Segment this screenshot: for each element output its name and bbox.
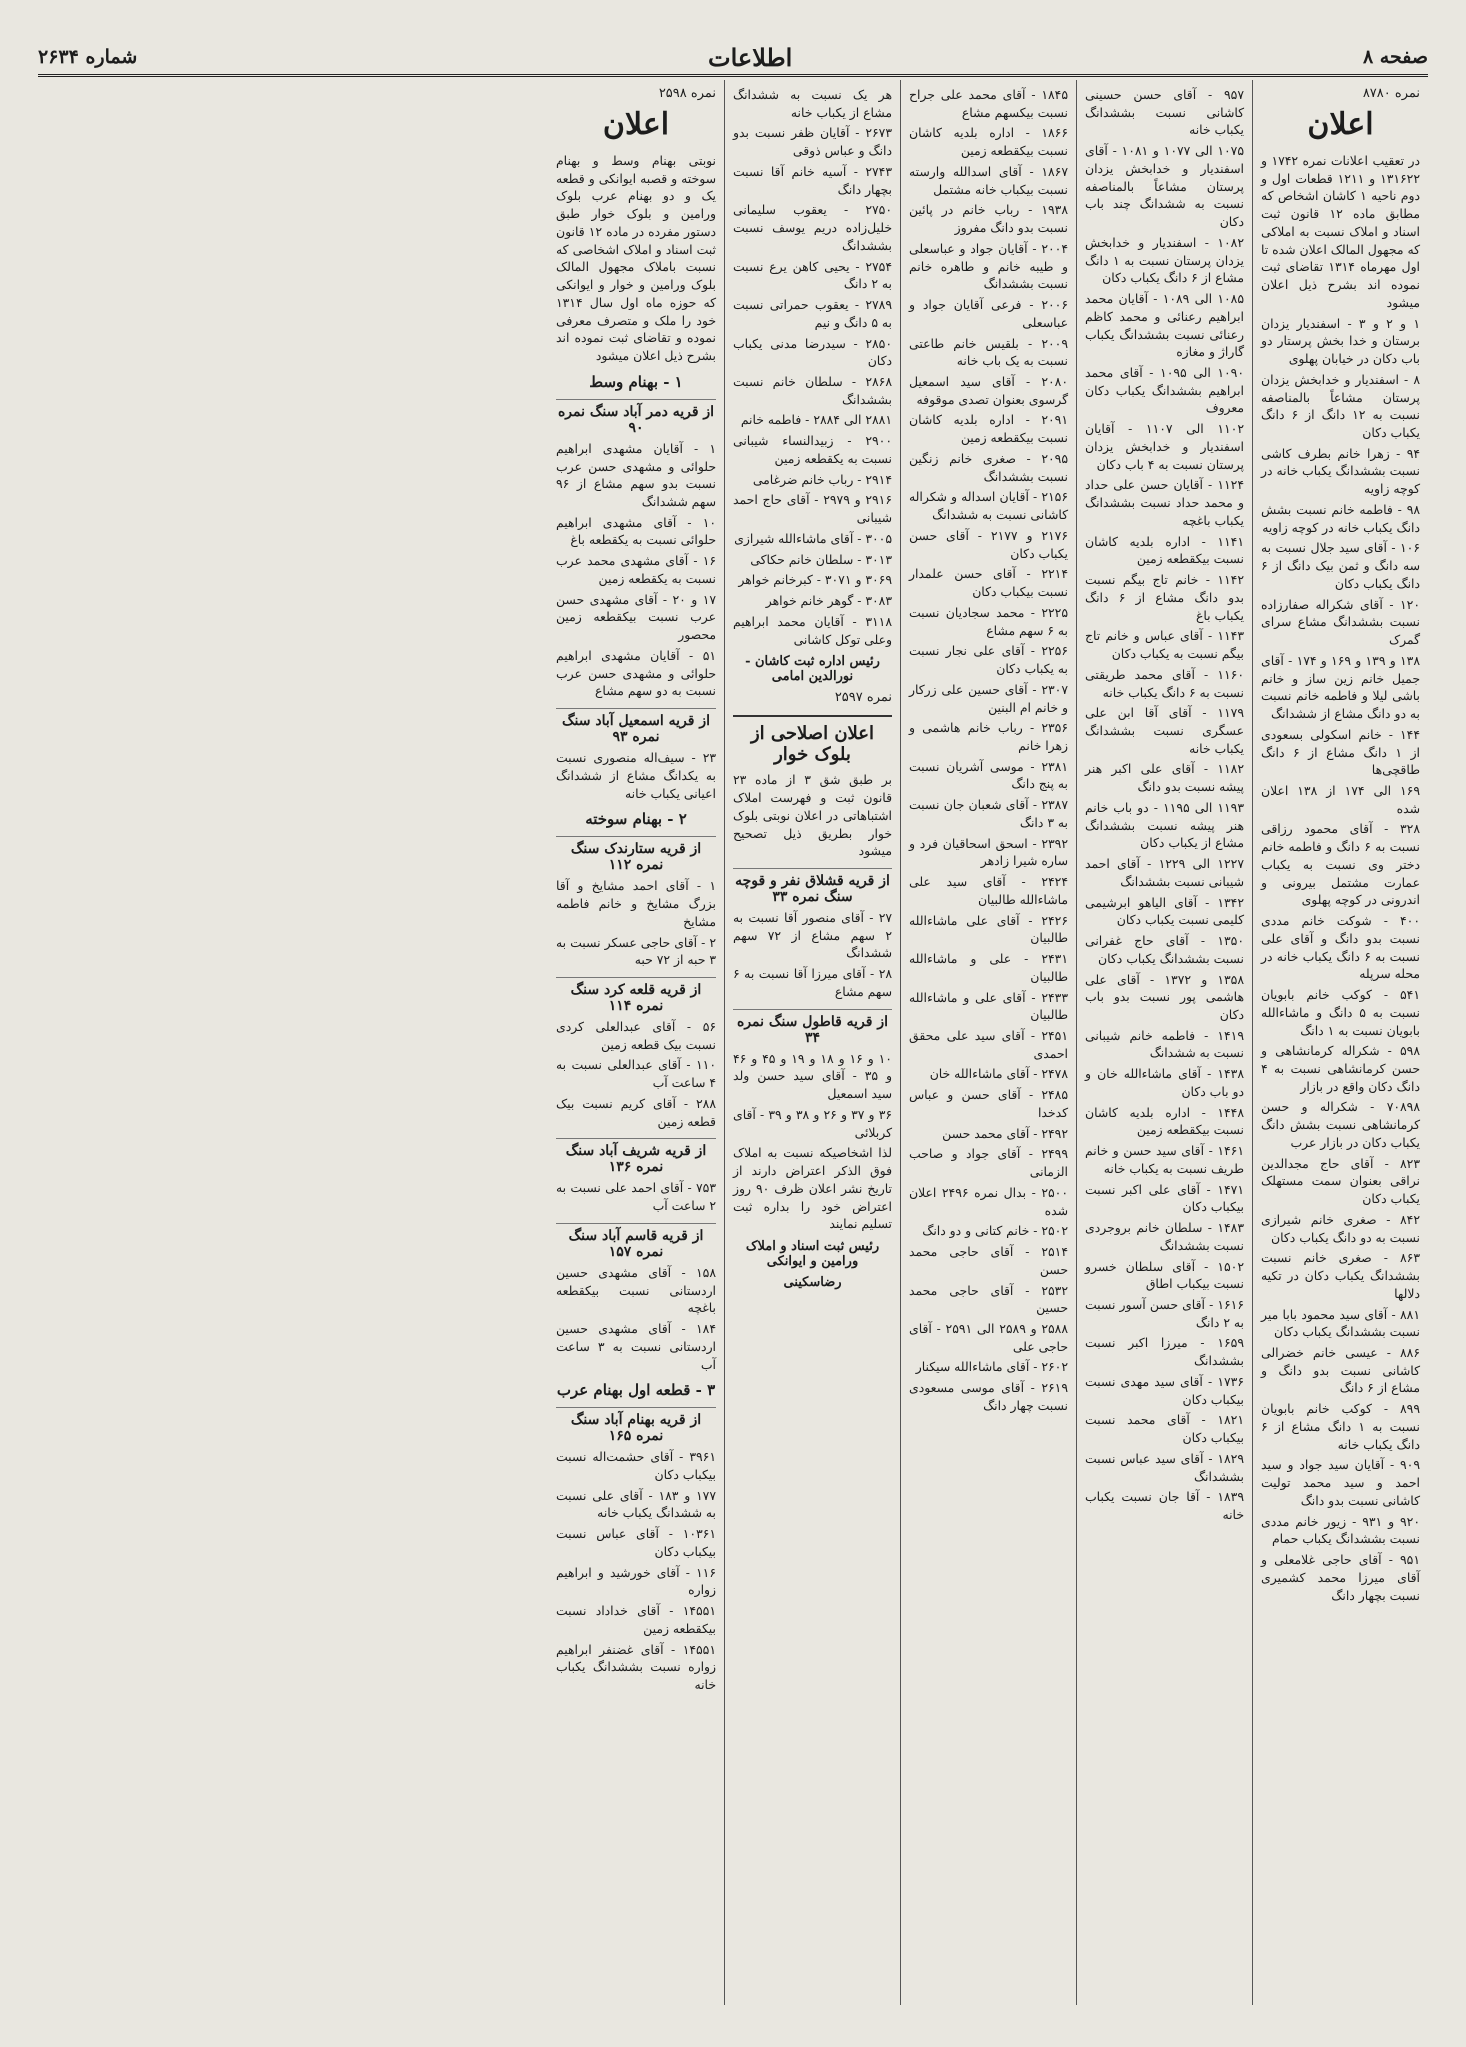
registration-entry: ۵۱ - آقایان مشهدی ابراهیم حلوائی و مشهدی حسن عرب نسبت به دو سهم مشاع <box>556 647 716 699</box>
registration-entry: ۲۷۴۳ - آسیه خانم آقا نسبت بچهار دانگ <box>733 163 892 197</box>
registration-entry: ۷۵۳ - آقای احمد علی نسبت به ۲ ساعت آب <box>556 1180 716 1214</box>
village-title: از قریه قلعه کرد سنگ نمره ۱۱۴ <box>556 977 716 1014</box>
registration-entry: ۱۱۹۳ الی ۱۱۹۵ - دو باب خانم هنر پیشه نسبت بششدانگ مشاع از یکباب دکان <box>1085 799 1244 851</box>
section-title: ۲ - بهنام سوخته <box>585 810 687 829</box>
correction-notice-text: بر طبق شق ۳ از ماده ۲۳ قانون ثبت و فهرست املاک اشتباهاتی در اعلان نوبتی بلوک خوار بطریق ذیل تصحیح میشود <box>733 772 892 859</box>
registration-entry: ۳۹۶۱ - آقای حشمت‌اله نسبت بیکباب دکان <box>556 1449 716 1482</box>
registration-entry: ۲۵۱۴ - آقای حاجی محمد حسن <box>909 1244 1068 1277</box>
registration-entry: ۲۳۹۲ - اسحق اسحاقیان فرد و ساره شیرا زادهر <box>909 835 1068 869</box>
newspaper-title: اطلاعات <box>707 42 793 72</box>
notice-header <box>733 690 892 705</box>
registration-entry: ۱۸۳۹ - آقا جان نسبت یکباب خانه <box>1085 1489 1244 1523</box>
registration-entry: ۱۳۴۲ - آقای الیاهو ابرشیمی کلیمی نسبت یکباب دکان <box>1085 894 1244 928</box>
registration-entry: ۸۲۳ - آقای حاج مجدالدین نراقی بعنوان سمت مستهلک یکباب دکان <box>1261 1155 1420 1207</box>
registration-entry: هر یک نسبت به ششدانگ مشاع از یکباب خانه <box>733 87 892 120</box>
registration-entry: ۲۲۲۵ - محمد سجادیان نسبت به ۶ سهم مشاع <box>909 604 1068 638</box>
registration-entry: ۲۱۵۶ - آقایان اسداله و شکراله کاشانی نسبت به ششدانگ <box>909 489 1068 523</box>
registration-entry: ۵۹۸ - شکراله کرمانشاهی و حسن کرمانشاهی نسبت به ۴ دانگ دکان واقع در بازار <box>1261 1043 1420 1094</box>
registration-entry: ۳۰۶۹ و ۳۰۷۱ - کبرخانم خواهر <box>738 572 892 588</box>
registration-entry: ۱۱۴۱ - اداره بلدیه کاشان نسبت بیکقطعه زمین <box>1085 533 1244 567</box>
registration-entry: ۱۴۴ - خانم اسکولی بسعودی از ۱ دانگ مشاع از ۶ دانگ طاقچی‌ها <box>1261 726 1420 778</box>
notice-entries <box>556 1179 716 1214</box>
registration-entry: ۵۶ - آقای عبدالعلی کردی نسبت بیک قطعه زمین <box>556 1018 716 1052</box>
signature: رئیس اداره ثبت کاشان - نورالدین امامی <box>745 654 880 685</box>
notice-entries <box>1261 152 1420 1604</box>
registration-entry: ۲۷۸۹ - یعقوب حمراتی نسبت به ۵ دانگ و نیم <box>733 297 892 330</box>
correction-notice-title: اعلان اصلاحی از بلوک خوار <box>733 715 892 765</box>
registration-entry: ۲۵۳۲ - آقای حاجی محمد حسین <box>909 1282 1068 1316</box>
registration-entry: ۲۰۰۹ - بلقیس خانم طاعتی نسبت به یک باب خانه <box>909 335 1068 369</box>
registration-entry: ۲۴۹۲ - آقای محمد حسن <box>942 1125 1068 1141</box>
registration-entry: ۳۰۰۵ - آقای ماشاءالله شیرازی <box>734 530 892 546</box>
notice-number: نمره ۸۷۸۰ <box>1362 86 1420 101</box>
registration-entry: ۲۰۰۶ - فرعی آقایان جواد و عباسعلی <box>909 297 1068 330</box>
village-title: از قریه قشلاق نفر و قوچه سنگ نمره ۳۳ <box>733 868 892 905</box>
notice-number: نمره ۲۵۹۸ <box>658 86 716 101</box>
village-title: از قریه دمر آباد سنگ نمره ۹۰ <box>556 399 716 436</box>
columns <box>38 80 1428 2005</box>
registration-entry: ۲۳ - سیف‌اله منصوری نسبت به یکدانگ مشاع از ششدانگ اعیانی یکباب خانه <box>556 750 716 801</box>
registration-entry: ۱۱۰۲ الی ۱۱۰۷ - آقایان اسفندیار و خدابخش یزدان پرستان نسبت به ۴ باب دکان <box>1085 421 1244 472</box>
registration-entry: ۲۴۸۵ - آقای حسن و عباس کدخدا <box>909 1087 1068 1120</box>
registration-entry: ۲۵۰۲ - خانم کتانی و دو دانگ <box>922 1223 1068 1239</box>
registration-entry: ۱ و ۲ و ۳ - اسفندیار یزدان برستان و خدا بخش پرستار دو باب دکان در خیابان پهلوی <box>1261 315 1420 367</box>
registration-entry: ۲۳۸۷ - آقای شعبان جان نسبت به ۳ دانگ <box>909 797 1068 830</box>
registration-entry: ۲۳۸۱ - موسی آشریان نسبت به پنج دانگ <box>909 758 1068 792</box>
registration-entry: ۱۱۲۴ - آقایان حسن علی حداد و محمد حداد نسبت بششدانگ یکباب باغچه <box>1085 477 1244 528</box>
registration-entry: ۲۵۸۸ و ۲۵۸۹ الی ۲۵۹۱ - آقای حاجی علی <box>909 1321 1068 1354</box>
page-number: صفحه ۸ <box>1362 46 1428 68</box>
page-header <box>38 40 1428 77</box>
registration-entry: ۲۸۸ - آقای کریم نسبت بیک قطعه زمین <box>556 1095 716 1129</box>
registration-entry: ۱۹۳۸ - رباب خانم در پائین نسبت بدو دانگ مفروز <box>909 202 1068 236</box>
registration-entry: ۴۰۰ - شوکت خانم مددی نسبت بدو دانگ و آقای علی نسبت به ۶ دانگ یکباب خانه در محله سرپله <box>1261 913 1420 982</box>
registration-entry: ۲۴۷۸ - آقای ماشاءالله خان <box>929 1066 1068 1082</box>
notice-entries <box>556 749 716 802</box>
registration-entry: ۸۸۱ - آقای سید محمود بابا میر نسبت بششدانگ یکباب دکان <box>1261 1306 1420 1340</box>
registration-entry: ۱۴۳۸ - آقای ماشاءالله خان و دو باب دکان <box>1085 1066 1244 1099</box>
registration-entry: ۲۶۰۲ - آقای ماشاءالله سیکنار <box>915 1359 1068 1375</box>
registration-entry: ۱۸۶۷ - آقای اسدالله وارسته نسبت بیکباب خانه مشتمل <box>909 163 1068 197</box>
registration-entry: ۹۰۹ - آقایان سید جواد و سید احمد و سید محمد تولیت کاشانی نسبت بدو دانگ <box>1261 1457 1420 1508</box>
registration-entry: ۲۳۰۷ - آقای حسین علی زرکار و خانم ام البنین <box>909 681 1068 715</box>
registration-entry: ۱۴۱۹ - فاطمه خانم شیبانی نسبت به ششدانگ <box>1085 1027 1244 1061</box>
registration-entry: ۲۹۰۰ - زبیدالنساء شیبانی نسبت به یکقطعه زمین <box>733 433 892 466</box>
notice-header <box>556 86 716 101</box>
notice-entries <box>556 1448 716 1694</box>
registration-entry: ۲۱۷۶ و ۲۱۷۷ - آقای حسن یکباب دکان <box>909 527 1068 561</box>
registration-entry: ۹۵۷ - آقای حسن حسینی کاشانی نسبت بششدانگ یکباب خانه <box>1085 87 1244 138</box>
registration-entry: ۱۰۳۶۱ - آقای عباس نسبت بیکباب دکان <box>556 1526 716 1559</box>
registration-entry: ۱۱۰ - آقای عبدالعلی نسبت به ۴ ساعت آب <box>556 1057 716 1091</box>
registration-entry: ۲۳۵۶ - رباب خانم هاشمی و زهرا خانم <box>909 720 1068 753</box>
registration-entry: لذا اشخاصیکه نسبت به املاک فوق الذکر اعتراض دارند از تاریخ نشر اعلان ظرف ۹۰ روز اعتراض خود را بداره ثبت تسلیم نمایند <box>733 1145 893 1232</box>
registration-entry: ۹۸ - فاطمه خانم نسبت بشش دانگ یکباب خانه در کوچه زاویه <box>1261 501 1420 535</box>
issue-number: شماره ۲۶۳۴ <box>38 46 138 68</box>
registration-entry: ۲۴۵۱ - آقای سید علی محقق احمدی <box>909 1027 1068 1061</box>
registration-entry: ۱۰۷۵ الی ۱۰۷۷ و ۱۰۸۱ - آقای اسفندیار و خدابخش یزدان پرستان مشاعاً بالمناصفه نسبت به ششدانگ چند باب دکان <box>1085 143 1244 230</box>
registration-entry: ۲۶۱۹ - آقای موسی مسعودی نسبت چهار دانگ <box>909 1380 1068 1413</box>
registration-entry: ۱۲۲۷ الی ۱۲۲۹ - آقای احمد شیبانی نسبت بششدانگ <box>1085 856 1244 889</box>
registration-entry: ۲۲۱۴ - آقای حسن علمدار نسبت بیکباب دکان <box>909 566 1068 600</box>
registration-entry: ۹۲۰ و ۹۳۱ - زیور خانم مددی نسبت بششدانگ یکباب حمام <box>1261 1513 1420 1547</box>
notice-header <box>1261 86 1420 101</box>
registration-entry: ۱۰ و ۱۶ و ۱۸ و ۱۹ و ۴۵ و ۴۶ و ۳۵ - آقای سید حسن ولد سید اسمعیل <box>733 1050 892 1102</box>
notice-entries <box>733 909 892 1001</box>
registration-entry: ۲۸۶۸ - سلطان خانم نسبت بششدانگ <box>733 374 892 407</box>
village-title: از قریه شریف آباد سنگ نمره ۱۳۶ <box>556 1138 716 1175</box>
registration-entry: ۱۵۰۲ - آقای سلطان خسرو نسبت بیکباب اطاق <box>1085 1258 1244 1292</box>
registration-entry: ۱۱۴۳ - آقای عباس و خانم تاج بیگم نسبت به یکباب دکان <box>1085 628 1244 662</box>
registration-entry: ۲۸۸۱ الی ۲۸۸۴ - فاطمه خانم <box>740 412 892 428</box>
village-title: از قریه قاسم آباد سنگ نمره ۱۵۷ <box>556 1223 716 1260</box>
notice-entries <box>1085 86 1244 1524</box>
notice-title: اعلان <box>602 107 670 142</box>
registration-entry: ۲۷۵۴ - یحیی کاهن یرع نسبت به ۲ دانگ <box>733 258 892 292</box>
registration-entry: ۱ - آقایان مشهدی ابراهیم حلوائی و مشهدی حسن عرب نسبت بدو سهم مشاع از ۹۶ سهم ششدانگ <box>556 440 716 510</box>
registration-entry: ۱۰۹۰ الی ۱۰۹۵ - آقای محمد ابراهیم بششدانگ یکباب دکان معروف <box>1085 365 1244 416</box>
registration-entry: ۳۰۸۳ - گوهر خانم خواهر <box>765 593 892 609</box>
registration-entry: ۱۸۴۵ - آقای محمد علی جراح نسبت بیکسهم مشاع <box>909 87 1068 120</box>
registration-entry: ۹۵۱ - آقای حاجی غلامعلی و آقای میرزا محمد کشمیری نسبت بچهار دانگ <box>1261 1552 1420 1603</box>
registration-entry: ۲۶۷۳ - آقایان ظفر نسبت بدو دانگ و عباس ذوقی <box>733 125 892 159</box>
registration-entry: ۱۶ - آقای مشهدی محمد عرب نسبت به یکقطعه زمین <box>556 553 716 586</box>
registration-entry: ۲۴۳۳ - آقای علی و ماشاءالله طالبیان <box>909 989 1068 1023</box>
signature-name: رضاسکینی <box>783 1274 842 1290</box>
registration-entry: ۸۸۶ - عیسی خانم خضرالی کاشانی نسبت بدو دانگ و مشاع از ۶ دانگ <box>1261 1345 1420 1396</box>
notice-entries <box>556 877 716 969</box>
registration-entry: ۷۰۸۹۸ - شکراله و حسن کرمانشاهی نسبت بشش دانگ یکباب دکان در بازار عرب <box>1261 1099 1420 1150</box>
registration-entry: ۲۴۲۶ - آقای علی ماشاءالله طالبیان <box>909 912 1068 946</box>
registration-entry: ۸۴۲ - صغری خانم شیرازی نسبت به دو دانگ یکباب دکان <box>1261 1211 1420 1245</box>
registration-entry: ۲۸ - آقای میرزا آقا نسبت به ۶ سهم مشاع <box>733 966 892 999</box>
registration-entry: در تعقیب اعلانات نمره ۱۷۴۲ و ۱۳۱۶۲۲ و ۱۲۱۱ قطعات اول و دوم ناحیه ۱ کاشان اشخاص که مطابق ماده ۱۲ قانون ثبت اسناد و املاک نسبت به املاکی که مجهول المالک اعلان شده تا اول مهرماه ۱۳۱۴ تقاضای ثبت نموده اند بشرح ذیل اعلان میشود <box>1261 153 1420 310</box>
registration-entry: ۱۴۶۱ - آقای سید حسن و خانم طریف نسبت به یکباب خانه <box>1085 1143 1244 1176</box>
registration-entry: ۲۹۱۶ و ۲۹۷۹ - آقای حاج احمد شیبانی <box>733 492 892 526</box>
village-title: از قریه ستارندک سنگ نمره ۱۱۲ <box>556 836 716 873</box>
notice-entries <box>556 152 716 365</box>
registration-entry: ۱۳۸ و ۱۳۹ و ۱۶۹ و ۱۷۴ - آقای جمیل خانم زین ساز و خانم باشی لیلا و فاطمه خانم نسبت به دو دانگ مشاع از ششدانگ <box>1261 652 1420 722</box>
column-3 <box>900 80 1076 2005</box>
notice-title: اعلان <box>1307 107 1374 142</box>
registration-entry: ۲۰۹۵ - صغری خانم زنگین نسبت بششدانگ <box>909 450 1068 484</box>
notice-entries <box>909 86 1068 1415</box>
registration-entry: ۲۲۵۶ - آقای علی نجار نسبت به یکباب دکان <box>909 643 1068 677</box>
registration-entry: ۱۳۵۸ و ۱۳۷۲ - آقای علی هاشمی پور نسبت بدو باب دکان <box>1085 971 1244 1022</box>
registration-entry: ۱۶۵۹ - میرزا اکبر نسبت بششدانگ <box>1085 1335 1244 1369</box>
registration-entry: ۲۴۲۴ - آقای سید علی ماشاءالله طالبیان <box>909 874 1068 907</box>
registration-entry: ۱۸۴ - آقای مشهدی حسین اردستانی نسبت به ۳ ساعت آب <box>556 1321 716 1372</box>
notice-entries <box>556 440 716 700</box>
registration-entry: ۱ - آقای احمد مشایخ و آقا بزرگ مشایخ و خانم فاطمه مشایخ <box>556 878 716 929</box>
registration-entry: ۲۰۸۰ - آقای سید اسمعیل گرسوی بعنوان تصدی موقوفه <box>909 374 1068 407</box>
registration-entry: ۱۰۶ - آقای سید جلال نسبت به سه دانگ و ثمن بیک دانگ از ۶ دانگ یکباب دکان <box>1261 540 1420 591</box>
registration-entry: ۱۸۲۱ - آقای محمد نسبت بیکباب دکان <box>1085 1412 1244 1446</box>
registration-entry: ۱۴۵۵۱ - آقای خداداد نسبت بیکقطعه زمین <box>556 1603 716 1636</box>
registration-entry: ۳۰۱۳ - سلطان خانم حکاکی <box>750 551 892 567</box>
registration-entry: ۲۵۰۰ - بدال نمره ۲۴۹۶ اعلان شده <box>909 1184 1068 1218</box>
registration-entry: ۱۱۷۹ - آقای آقا ابن علی عسگری نسبت بششدانگ یکباب خانه <box>1085 705 1244 756</box>
registration-entry: ۲۷ - آقای منصور آقا نسبت به ۲ سهم مشاع از ۷۲ سهم ششدانگ <box>733 909 893 961</box>
column-2 <box>1076 80 1252 2005</box>
village-title: از قریه بهنام آباد سنگ نمره ۱۶۵ <box>556 1407 716 1444</box>
column-1 <box>1252 80 1428 2005</box>
registration-entry: ۱۰۸۵ الی ۱۰۸۹ - آقایان محمد ابراهیم رعنائی و محمد کاظم رعنائی نسبت بششدانگ یکباب گاراژ و مغازه <box>1085 291 1244 360</box>
registration-entry: ۲۸۵۰ - سیدرضا مدنی یکباب دکان <box>733 335 892 369</box>
registration-entry: ۱۷ و ۲۰ - آقای مشهدی حسن عرب نسبت بیکقطعه زمین محصور <box>556 591 716 643</box>
registration-entry: ۱۴۴۸ - اداره بلدیه کاشان نسبت بیکقطعه زمین <box>1085 1104 1244 1138</box>
registration-entry: ۱۷۷ و ۱۸۳ - آقای علی نسبت به ششدانگ یکباب خانه <box>556 1487 716 1521</box>
registration-entry: ۱۴۸۳ - سلطان خانم بروجردی نسبت بششدانگ <box>1085 1220 1244 1253</box>
registration-entry: ۱۰ - آقای مشهدی ابراهیم حلوائی نسبت به یکقطعه باغ <box>556 514 716 548</box>
registration-entry: ۱۸۶۶ - اداره بلدیه کاشان نسبت بیکقطعه زمین <box>909 125 1068 159</box>
registration-entry: ۱۱۴۲ - خانم تاج بیگم نسبت بدو دانگ مشاع از ۶ دانگ یکباب باغ <box>1085 572 1245 623</box>
notice-number: نمره ۲۵۹۷ <box>834 690 892 706</box>
registration-entry: ۱۴۷۱ - آقای علی اکبر نسبت بیکباب دکان <box>1085 1181 1244 1215</box>
registration-entry: ۲۷۵۰ - یعقوب سلیمانی خلیل‌زاده دریم یوسف نسبت بششدانگ <box>733 202 892 253</box>
column-4 <box>724 80 900 2005</box>
registration-entry: ۲۰۹۱ - اداره بلدیه کاشان نسبت بیکقطعه زمین <box>909 412 1068 446</box>
registration-entry: ۱۵۸ - آقای مشهدی حسین اردستانی نسبت بیکقطعه باغچه <box>556 1264 716 1316</box>
registration-entry: ۸ - اسفندیار و خدابخش یزدان پرستان مشاعاً بالمناصفه نسبت به ۱۲ دانگ از ۶ دانگ یکباب دکان <box>1261 371 1420 441</box>
registration-entry: ۵۴۱ - کوکب خانم بابویان نسبت به ۵ دانگ و ماشاءالله بابویان نسبت به ۱ دانگ <box>1261 987 1420 1038</box>
registration-entry: ۲۰۰۴ - آقایان جواد و عباسعلی و طیبه خانم و طاهره خانم نسبت بششدانگ <box>909 240 1068 292</box>
registration-entry: ۱۶۹ الی ۱۷۴ از ۱۳۸ اعلان شده <box>1261 782 1420 816</box>
notice-entries <box>556 1264 716 1373</box>
registration-entry: ۱۸۲۹ - آقای سید عباس نسبت بششدانگ <box>1085 1450 1244 1484</box>
registration-entry: ۱۱۶۰ - آقای محمد طریقتی نسبت به ۶ دانگ یکباب خانه <box>1085 666 1244 700</box>
village-title: از قریه قاطول سنگ نمره ۳۴ <box>733 1009 892 1046</box>
registration-entry: ۳۲۸ - آقای محمود رزاقی نسبت به ۶ دانگ و فاطمه خانم دختر وی نسبت به یکباب عمارت مشتمل بیرونی و اندرونی در کوچه پهلوی <box>1261 821 1420 908</box>
registration-entry: ۱۶۱۶ - آقای حسن آسور نسبت به ۲ دانگ <box>1085 1297 1244 1330</box>
registration-entry: ۱۷۳۶ - آقای سید مهدی نسبت بیکباب دکان <box>1085 1373 1244 1407</box>
registration-entry: ۳۱۱۸ - آقایان محمد ابراهیم وعلی توکل کاشانی <box>733 613 892 647</box>
registration-entry: ۱۱۸۲ - آقای علی اکبر هنر پیشه نسبت بدو دانگ <box>1085 761 1244 795</box>
registration-entry: ۲ - آقای حاجی عسکر نسبت به ۳ حبه از ۷۲ حبه <box>556 934 716 968</box>
registration-entry: ۱۲۰ - آقای شکراله صفارزاده نسبت بششدانگ مشاع سرای گمرک <box>1261 596 1420 648</box>
registration-entry: ۸۹۹ - کوکب خانم بابویان نسبت به ۱ دانگ مشاع از ۶ دانگ یکباب خانه <box>1261 1401 1420 1452</box>
notice-entries <box>733 86 892 648</box>
signature: رئیس ثبت اسناد و املاک ورامین و ایوانکی <box>745 1238 880 1269</box>
registration-entry: ۲۴۳۱ - علی و ماشاءالله طالبیان <box>909 951 1068 984</box>
registration-entry: نوبتی بهنام وسط و بهنام سوخته و قصبه ایوانکی و قطعه یک و دو بهنام عرب بلوک ورامین و بلوک خوار طبق دستور مفرده در ماده ۱۲ قانون ثبت اسناد و املاک اشخاصی که نسبت باملاک مجهول المالک بلوک ورامین و خوار و ایوانکی که حوزه ماه اول سال ۱۳۱۴ خود را ملک و متصرف معرفی نموده و تقاضای ثبت نموده اند بشرح ذیل اعلان میشود <box>556 153 716 364</box>
registration-entry: ۲۴۹۹ - آقای جواد و صاحب الزمانی <box>909 1146 1068 1180</box>
section-title: ۱ - بهنام وسط <box>589 372 683 391</box>
registration-entry: ۱۳۵۰ - آقای حاج غفرانی نسبت بششدانگ یکباب دکان <box>1085 933 1244 966</box>
notice-entries <box>556 1018 716 1130</box>
section-title: ۳ - قطعه اول بهنام عرب <box>556 1381 716 1400</box>
notice-entries <box>733 1050 892 1233</box>
village-title: از قریه اسمعیل آباد سنگ نمره ۹۳ <box>556 708 716 745</box>
registration-entry: ۲۹۱۴ - رباب خانم ضرغامی <box>752 471 892 487</box>
registration-entry: ۱۰۸۲ - اسفندیار و خدابخش یزدان پرستان نسبت به ۱ دانگ مشاع از ۶ دانگ یکباب دکان <box>1085 234 1244 286</box>
registration-entry: ۱۱۶ - آقای خورشید و ابراهیم زواره <box>556 1564 716 1598</box>
registration-entry: ۳۶ و ۳۷ و ۲۶ و ۳۸ و ۳۹ - آقای کربلائی <box>733 1106 892 1140</box>
registration-entry: ۸۶۳ - صغری خانم نسبت بششدانگ یکباب دکان در تکیه دلالها <box>1261 1250 1420 1301</box>
registration-entry: ۱۴۵۵۱ - آقای غضنفر ابراهیم زواره نسبت بششدانگ یکباب خانه <box>556 1641 716 1693</box>
registration-entry: ۹۴ - زهرا خانم بطرف کاشی نسبت بششدانگ یکباب خانه در کوچه زاویه <box>1261 445 1420 497</box>
column-5 <box>548 80 724 2005</box>
